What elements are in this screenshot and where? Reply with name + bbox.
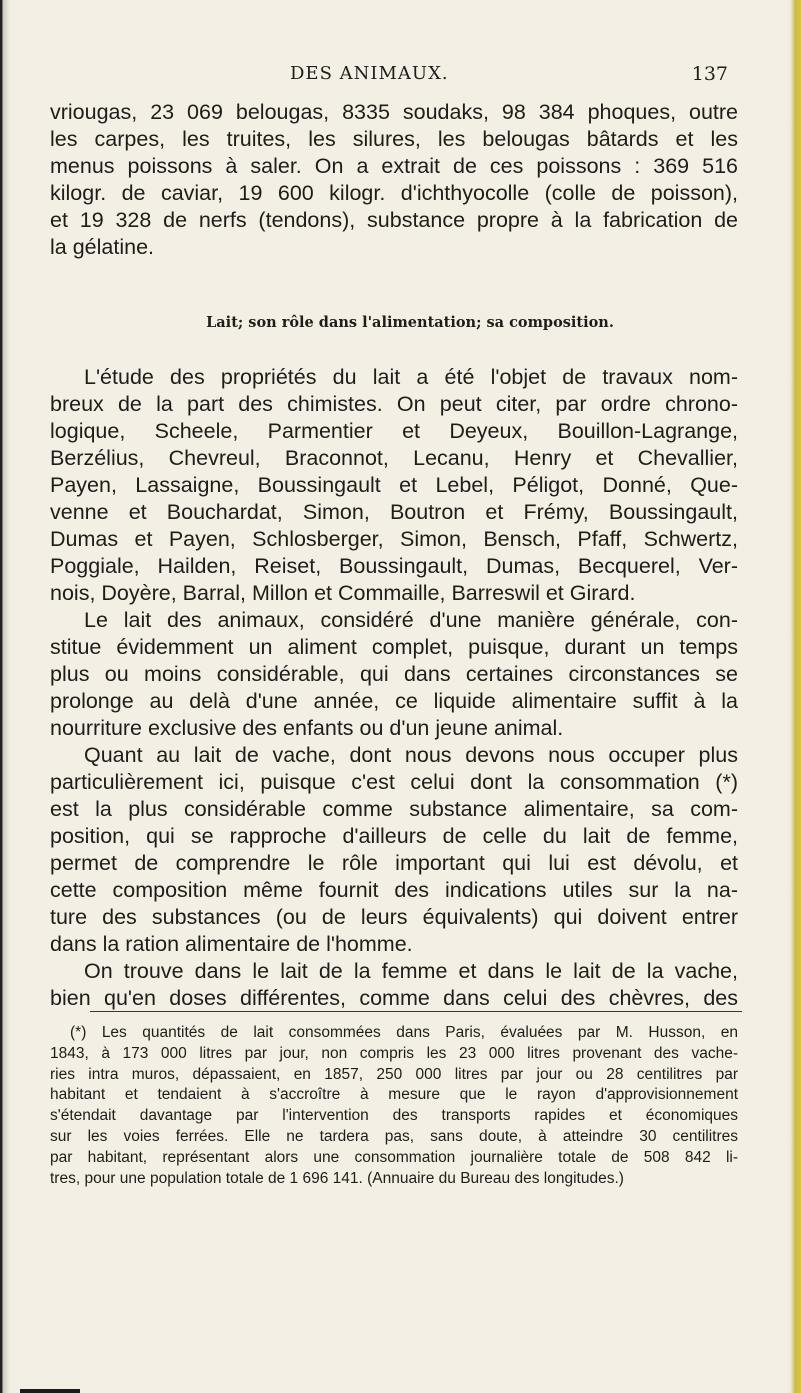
footnote-line: habitant et tendaient à s'accroître à mesure que le rayon d'approvisionnement — [50, 1086, 738, 1104]
text-line: Payen, Lassaigne, Boussingault et Lebel, Péligot, Donné, Que- — [50, 473, 738, 497]
footnote-line: (*) Les quantités de lait consommées dans Paris, évaluées par M. Husson, en — [70, 1024, 738, 1041]
text-line: ture des substances (ou de leurs équivalents) qui doivent entrer — [50, 905, 738, 929]
text-line: position, qui se rapproche d'ailleurs de celle du lait de femme, — [50, 824, 738, 848]
page-outer-edge — [787, 0, 801, 1393]
footnote-line: s'étendait davantage par l'intervention des transports rapides et économiques — [50, 1107, 738, 1125]
body-text — [50, 364, 738, 1012]
text-line: est la plus considérable comme substance alimentaire, sa com- — [50, 797, 738, 821]
text-line: particulièrement ici, puisque c'est celui dont la consommation (*) — [50, 770, 738, 794]
text-line: logique, Scheele, Parmentier et Deyeux, Bouillon-Lagrange, — [50, 419, 738, 443]
text-line: vriougas, 23 069 belougas, 8335 soudaks, 98 384 phoques, outre — [50, 100, 738, 124]
text-line: stitue évidemment un aliment complet, puisque, durant un temps — [50, 635, 738, 659]
footnote-line: 1843, à 173 000 litres par jour, non compris les 23 000 litres provenant des vache- — [50, 1044, 738, 1062]
text-line: Berzélius, Chevreul, Braconnot, Lecanu, Henry et Chevallier, — [50, 446, 738, 470]
text-line: cette composition même fournit des indications utiles sur la na- — [50, 878, 738, 902]
text-line: venne et Bouchardat, Simon, Boutron et Frémy, Boussingault, — [50, 500, 738, 524]
text-line: prolonge au delà d'une année, ce liquide alimentaire suffit à la — [50, 689, 738, 713]
text-line: plus ou moins considérable, qui dans certaines circonstances se — [50, 662, 738, 686]
text-line: Poggiale, Hailden, Reiset, Boussingault, Dumas, Becquerel, Ver- — [50, 554, 738, 578]
footnote-line: ries intra muros, dépassaient, en 1857, 250 000 litres par jour ou 28 centilitres par — [50, 1065, 738, 1083]
text-line: kilogr. de caviar, 19 600 kilogr. d'ichthyocolle (colle de poisson), — [50, 181, 738, 205]
text-line: menus poissons à saler. On a extrait de ces poissons : 369 516 — [50, 154, 738, 178]
section-heading: Lait; son rôle dans l'alimentation; sa composition. — [206, 314, 614, 331]
footnote-divider — [90, 1011, 742, 1012]
continued-paragraph — [50, 99, 738, 261]
text-line: et 19 328 de nerfs (tendons), substance propre à la fabrication de — [50, 208, 738, 232]
page-number: 137 — [691, 63, 728, 85]
footnote — [50, 1023, 738, 1189]
text-line: L'étude des propriétés du lait a été l'objet de travaux nom- — [84, 365, 738, 389]
running-head — [80, 63, 740, 93]
text-line: breux de la part des chimistes. On peut citer, par ordre chrono- — [50, 392, 738, 416]
text-line: nourriture exclusive des enfants ou d'un jeune animal. — [50, 716, 564, 740]
footnote-line: tres, pour une population totale de 1 696 141. (Annuaire du Bureau des longitudes.) — [50, 1169, 624, 1187]
text-line: les carpes, les truites, les silures, les belougas bâtards et les — [50, 127, 738, 151]
running-head-title: DES ANIMAUX. — [290, 63, 449, 84]
text-line: Quant au lait de vache, dont nous devons nous occuper plus — [84, 743, 738, 767]
text-line: Dumas et Payen, Schlosberger, Simon, Bensch, Pfaff, Schwertz, — [50, 527, 738, 551]
text-line: bien qu'en doses différentes, comme dans celui des chèvres, des — [50, 986, 738, 1010]
text-line: nois, Doyère, Barral, Millon et Commaille, Barreswil et Girard. — [50, 581, 636, 605]
text-line: dans la ration alimentaire de l'homme. — [50, 932, 413, 956]
text-line: permet de comprendre le rôle important qui lui est dévolu, et — [50, 851, 738, 875]
footnote-line: sur les voies ferrées. Elle ne tardera pas, sans doute, à atteindre 30 centilitres — [50, 1127, 738, 1145]
text-line: la gélatine. — [50, 235, 154, 259]
footnote-line: par habitant, représentant alors une consommation journalière totale de 508 842 li- — [50, 1148, 738, 1166]
text-line: Le lait des animaux, considéré d'une manière générale, con- — [84, 608, 738, 632]
page-bottom-mark — [20, 1389, 80, 1393]
text-line: On trouve dans le lait de la femme et dans le lait de la vache, — [84, 959, 738, 983]
page-binding-edge — [0, 0, 10, 1393]
